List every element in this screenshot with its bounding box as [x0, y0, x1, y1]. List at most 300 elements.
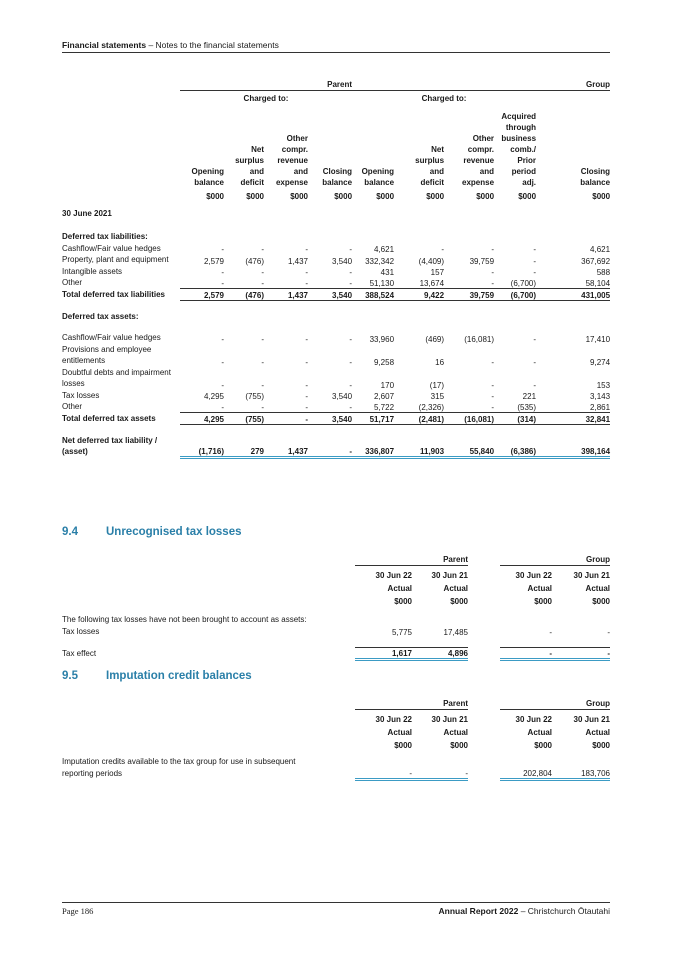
table-row [62, 266, 610, 278]
section-9-4-title [62, 526, 242, 538]
value-cell: - [491, 392, 495, 401]
value-cell: - [305, 334, 308, 344]
value-cell: 39,759 [469, 256, 495, 266]
value-cell: (476) [245, 256, 264, 266]
value-cell: 431,005 [536, 289, 610, 301]
value-cell: (535) [517, 403, 537, 412]
value-cell: 1,617 [355, 648, 412, 660]
value-cell: 279 [224, 435, 264, 458]
value-cell: - [305, 380, 308, 390]
value-cell: 5,722 [374, 403, 395, 412]
section-number: 9.5 [62, 670, 78, 682]
row-label: Other [62, 402, 83, 411]
spacer-row [62, 219, 610, 231]
column-header [500, 710, 552, 753]
value-cell: - [533, 268, 537, 277]
value-cell: 202,804 [500, 756, 552, 779]
imputation-credit-table [62, 699, 610, 781]
value-cell: 332,342 [365, 256, 395, 266]
column-header-line: Net [431, 144, 445, 154]
value-cell: - [349, 403, 353, 412]
value-cell: 13,674 [419, 279, 445, 288]
value-cell: - [500, 648, 552, 660]
value-cell: - [264, 413, 308, 425]
column-header-line: deficit [420, 177, 445, 187]
value-cell: 367,692 [581, 256, 611, 266]
blank-cell [62, 107, 180, 202]
column-header-line: Actual [585, 584, 610, 593]
column-header-line: Closing [580, 166, 611, 176]
column-header [412, 566, 468, 609]
column-header-line: surplus [415, 155, 445, 165]
blank-cell [180, 91, 224, 107]
value-cell: 11,903 [394, 435, 444, 458]
header-rest: – Notes to the financial statements [146, 40, 279, 50]
column-header-line: period [511, 166, 537, 176]
parent-header: Parent [355, 555, 468, 566]
column-header-line: revenue [277, 155, 308, 165]
value-cell: 153 [596, 380, 611, 390]
column-header-line: $000 [334, 191, 353, 201]
row-label: Imputation credits available to the tax group for use in subsequent reporting periods [62, 757, 296, 778]
value-cell: - [261, 380, 264, 390]
value-cell: - [305, 245, 308, 254]
charged-to-label: Charged to: [243, 94, 289, 104]
value-cell: 17,485 [443, 628, 468, 637]
value-cell: - [491, 380, 495, 390]
value-cell: - [349, 268, 353, 277]
value-cell: 170 [380, 380, 395, 390]
table-row [62, 332, 610, 344]
column-header-line: balance [364, 177, 395, 187]
value-cell: 5,775 [391, 628, 412, 637]
value-cell: - [261, 268, 264, 277]
header-divider [62, 52, 610, 53]
table-row [62, 401, 610, 413]
column-header [552, 566, 610, 609]
column-header-line: 30 Jun 22 [515, 715, 552, 724]
value-cell: 3,540 [308, 413, 352, 425]
value-cell: (6,700) [510, 279, 537, 288]
value-cell: 1,437 [264, 289, 308, 301]
value-cell: - [349, 334, 353, 344]
group-header: Group [500, 699, 610, 710]
value-cell: - [491, 357, 495, 367]
value-cell: 2,861 [590, 403, 611, 412]
blank-cell [62, 699, 355, 710]
column-header-row [62, 107, 610, 202]
column-header-line: through [505, 122, 537, 132]
footer-divider [62, 902, 610, 903]
value-cell: - [491, 268, 495, 277]
value-cell: - [533, 256, 537, 266]
column-header-line: Actual [387, 728, 412, 737]
spacer-cell [62, 322, 610, 332]
column-header [500, 566, 552, 609]
group-header: Group [352, 80, 610, 91]
value-cell: (6,386) [494, 435, 536, 458]
value-cell: 336,807 [352, 435, 394, 458]
value-cell: 3,143 [590, 392, 611, 401]
column-header-line: Opening [361, 166, 395, 176]
value-cell: - [221, 245, 224, 254]
column-header [552, 710, 610, 753]
row-label: Total deferred tax liabilities [62, 289, 165, 299]
section-title-text: Imputation credit balances [106, 670, 252, 682]
row-label: Cashflow/Fair value hedges [62, 333, 161, 342]
value-cell: 32,841 [536, 413, 610, 425]
value-cell: - [349, 357, 353, 367]
page-header [62, 40, 279, 50]
column-header-line: and [479, 166, 495, 176]
assets-heading: Deferred tax assets: [62, 311, 139, 321]
value-cell: 9,274 [590, 357, 611, 367]
column-header [394, 107, 444, 202]
row-label: Other [62, 278, 83, 287]
value-cell: - [221, 279, 224, 288]
blank-cell [468, 566, 500, 609]
value-cell: - [261, 357, 264, 367]
blank-cell [468, 710, 500, 753]
blank-cell [468, 756, 500, 779]
charged-to-row [62, 91, 610, 107]
value-cell: - [412, 756, 468, 779]
value-cell: 221 [522, 392, 537, 401]
intro-text: The following tax losses have not been brought to account as assets: [62, 615, 307, 624]
column-header-line: $000 [206, 191, 224, 201]
date-label: 30 June 2021 [62, 208, 112, 218]
value-cell: 388,524 [352, 289, 394, 301]
column-header-line: expense [462, 177, 495, 187]
column-header [264, 107, 308, 202]
column-header-line: compr. [467, 144, 495, 154]
column-header-line: and [293, 166, 308, 176]
parent-header: Parent [180, 80, 352, 91]
blank-cell [62, 555, 355, 566]
column-header-line: Closing [322, 166, 353, 176]
value-cell: 4,295 [203, 392, 224, 401]
value-cell: 3,540 [308, 289, 352, 301]
column-header-line: $000 [394, 597, 412, 606]
date-row [62, 202, 610, 220]
value-cell: - [305, 268, 308, 277]
row-label: Tax losses [62, 390, 100, 400]
column-header-line: Opening [191, 166, 224, 176]
value-cell: 2,579 [203, 256, 224, 266]
column-header-line: Acquired [501, 111, 537, 121]
row-label: Net deferred tax liability / (asset) [62, 435, 158, 456]
table-row [62, 254, 610, 266]
column-header-line: $000 [592, 741, 610, 750]
parent-header: Parent [355, 699, 468, 710]
value-cell: (314) [494, 413, 536, 425]
value-cell: - [552, 648, 610, 660]
value-cell: - [221, 380, 224, 390]
value-cell: - [491, 245, 495, 254]
value-cell: - [607, 628, 610, 637]
table-row [62, 367, 610, 390]
column-header-row [62, 710, 610, 753]
value-cell: 51,717 [352, 413, 394, 425]
value-cell: - [221, 403, 224, 412]
spacer-row [62, 424, 610, 435]
column-header-line: 30 Jun 21 [573, 715, 610, 724]
column-header-line: 30 Jun 21 [573, 571, 610, 580]
unrecognised-tax-losses-table [62, 555, 610, 661]
column-header-line: $000 [518, 191, 537, 201]
section-9-5-title [62, 670, 252, 682]
column-header-line: 30 Jun 21 [431, 571, 468, 580]
charged-to-label: Charged to: [421, 94, 467, 104]
column-header-line: $000 [426, 191, 445, 201]
column-header-line: $000 [592, 597, 610, 606]
value-cell: (2,481) [394, 413, 444, 425]
spacer-cell [62, 424, 610, 435]
spacer-cell [62, 300, 610, 311]
page-number: Page 186 [62, 906, 94, 916]
value-cell: - [221, 334, 224, 344]
column-header-line: business [501, 133, 537, 143]
column-header-line: $000 [476, 191, 495, 201]
value-cell: 1,437 [264, 435, 308, 458]
value-cell: 9,258 [374, 357, 395, 367]
header-bold: Financial statements [62, 40, 147, 50]
column-header-line: balance [322, 177, 353, 187]
value-cell: - [349, 279, 353, 288]
value-cell: 4,621 [590, 245, 611, 254]
section-number: 9.4 [62, 526, 78, 538]
section-heading-row [62, 311, 610, 323]
value-cell: 9,422 [394, 289, 444, 301]
total-row [62, 413, 610, 425]
column-header-line: compr. [281, 144, 308, 154]
value-cell: 2,607 [374, 392, 395, 401]
value-cell: (476) [224, 289, 264, 301]
value-cell: 183,706 [552, 756, 610, 779]
column-header-line: $000 [534, 597, 552, 606]
value-cell: 431 [380, 268, 395, 277]
value-cell: (2,326) [418, 403, 445, 412]
spacer-row [62, 637, 610, 648]
value-cell: - [491, 279, 495, 288]
value-cell: - [261, 334, 264, 344]
deferred-tax-table [62, 80, 610, 459]
value-cell: 157 [430, 268, 445, 277]
value-cell: - [305, 392, 308, 401]
value-cell: - [491, 403, 495, 412]
column-header-line: $000 [592, 191, 611, 201]
blank-cell [62, 566, 355, 609]
column-header-line: Actual [585, 728, 610, 737]
column-header [180, 107, 224, 202]
column-header-line: adj. [522, 177, 537, 187]
value-cell: - [349, 245, 353, 254]
value-cell: 1,437 [287, 256, 308, 266]
value-cell: - [221, 357, 224, 367]
column-header-line: Actual [443, 728, 468, 737]
spacer-row [62, 322, 610, 332]
column-header-line: and [249, 166, 264, 176]
column-header-line: balance [580, 177, 611, 187]
column-header-line: $000 [450, 741, 468, 750]
table-row [62, 243, 610, 255]
column-header-line: $000 [394, 741, 412, 750]
value-cell: 33,960 [369, 334, 395, 344]
value-cell: (17) [429, 380, 445, 390]
row-label: Provisions and employee entitlements [62, 344, 152, 365]
blank-cell [62, 91, 180, 107]
blank-cell [468, 555, 500, 566]
blank-cell [62, 80, 180, 91]
value-cell: 2,579 [180, 289, 224, 301]
section-title-text: Unrecognised tax losses [106, 526, 242, 538]
table-row [62, 390, 610, 402]
blank-cell [62, 710, 355, 753]
value-cell: - [305, 403, 308, 412]
value-cell: 51,130 [369, 279, 395, 288]
report-rest: – Christchurch Ōtautahi [518, 906, 610, 916]
table-row [62, 277, 610, 289]
column-header [224, 107, 264, 202]
value-cell: (16,081) [444, 413, 494, 425]
value-cell: 398,164 [536, 435, 610, 458]
value-cell: (469) [425, 334, 445, 344]
column-header-line: expense [275, 177, 308, 187]
value-cell: 39,759 [444, 289, 494, 301]
column-header [308, 107, 352, 202]
value-cell: 3,540 [332, 256, 353, 266]
blank-cell [468, 699, 500, 710]
column-header-line: Actual [527, 584, 552, 593]
row-label: Tax effect [62, 648, 97, 658]
value-cell: - [261, 279, 264, 288]
column-header [352, 107, 394, 202]
blank-cell [468, 648, 500, 660]
row-label: Tax losses [62, 626, 100, 636]
column-header-line: $000 [534, 741, 552, 750]
value-cell: - [305, 357, 308, 367]
section-heading-row [62, 231, 610, 243]
value-cell: 4,896 [412, 648, 468, 660]
column-header [444, 107, 494, 202]
entity-header-row [62, 80, 610, 91]
column-header-line: $000 [376, 191, 395, 201]
column-header-line: deficit [240, 177, 264, 187]
value-cell [468, 626, 500, 638]
row-label: Total deferred tax assets [62, 413, 156, 423]
value-cell: 16 [435, 357, 445, 367]
value-cell: - [261, 245, 264, 254]
value-cell: - [549, 628, 552, 637]
value-cell: (4,409) [418, 256, 445, 266]
table-row [62, 756, 610, 779]
value-cell: - [261, 403, 264, 412]
column-header-line: Prior [517, 155, 537, 165]
value-cell: (16,081) [464, 334, 495, 344]
value-cell: 55,840 [444, 435, 494, 458]
blank-cell [308, 91, 352, 107]
net-row [62, 435, 610, 458]
column-header-line: $000 [246, 191, 264, 201]
column-header-line: 30 Jun 22 [375, 571, 412, 580]
column-header-line: Other [472, 133, 495, 143]
row-label: Cashflow/Fair value hedges [62, 243, 161, 253]
value-cell: 588 [596, 268, 611, 277]
blank-cell [494, 91, 536, 107]
row-label: Property, plant and equipment [62, 255, 169, 264]
spacer-row [62, 300, 610, 311]
value-cell: (755) [224, 413, 264, 425]
total-row [62, 289, 610, 301]
value-cell: - [355, 756, 412, 779]
column-header-line: Other [286, 133, 308, 143]
column-header-line: Net [251, 144, 264, 154]
value-cell: - [221, 268, 224, 277]
column-header [536, 107, 610, 202]
column-header-line: Actual [387, 584, 412, 593]
total-row [62, 648, 610, 660]
value-cell: - [308, 435, 352, 458]
group-header: Group [500, 555, 610, 566]
column-header-line: revenue [463, 155, 495, 165]
column-header-line: and [429, 166, 445, 176]
report-name [439, 906, 610, 916]
liabilities-heading: Deferred tax liabilities: [62, 232, 148, 241]
column-header-line: comb./ [510, 144, 537, 154]
value-cell: 58,104 [585, 279, 611, 288]
value-cell: - [305, 279, 308, 288]
value-cell: - [533, 245, 537, 254]
column-header-line: 30 Jun 22 [375, 715, 412, 724]
value-cell: (1,716) [180, 435, 224, 458]
value-cell: - [533, 334, 537, 344]
column-header [412, 710, 468, 753]
column-header-row [62, 566, 610, 609]
table-row [62, 626, 610, 638]
value-cell: 4,295 [180, 413, 224, 425]
value-cell: 4,621 [374, 245, 395, 254]
value-cell: (755) [245, 392, 264, 401]
value-cell: (6,700) [494, 289, 536, 301]
entity-header-row [62, 699, 610, 710]
report-bold: Annual Report 2022 [438, 906, 519, 916]
table-row [62, 344, 610, 367]
spacer-cell [62, 637, 610, 648]
column-header [355, 566, 412, 609]
column-header-line: Actual [443, 584, 468, 593]
value-cell: 17,410 [585, 334, 611, 344]
value-cell: - [441, 245, 445, 254]
blank-cell [352, 91, 394, 107]
column-header [355, 710, 412, 753]
value-cell: - [533, 357, 537, 367]
column-header-line: Actual [527, 728, 552, 737]
value-cell: - [533, 380, 537, 390]
value-cell: 315 [430, 392, 445, 401]
column-header-line: surplus [235, 155, 264, 165]
column-header-line: $000 [290, 191, 308, 201]
column-header-line: 30 Jun 22 [515, 571, 552, 580]
column-header [494, 107, 536, 202]
value-cell: - [349, 380, 353, 390]
blank-cell [536, 91, 610, 107]
intro-row [62, 608, 610, 626]
column-header-line: 30 Jun 21 [431, 715, 468, 724]
column-header-line: balance [194, 177, 224, 187]
entity-header-row [62, 555, 610, 566]
row-label: Doubtful debts and impairment losses [62, 367, 171, 388]
spacer-cell [62, 219, 610, 231]
